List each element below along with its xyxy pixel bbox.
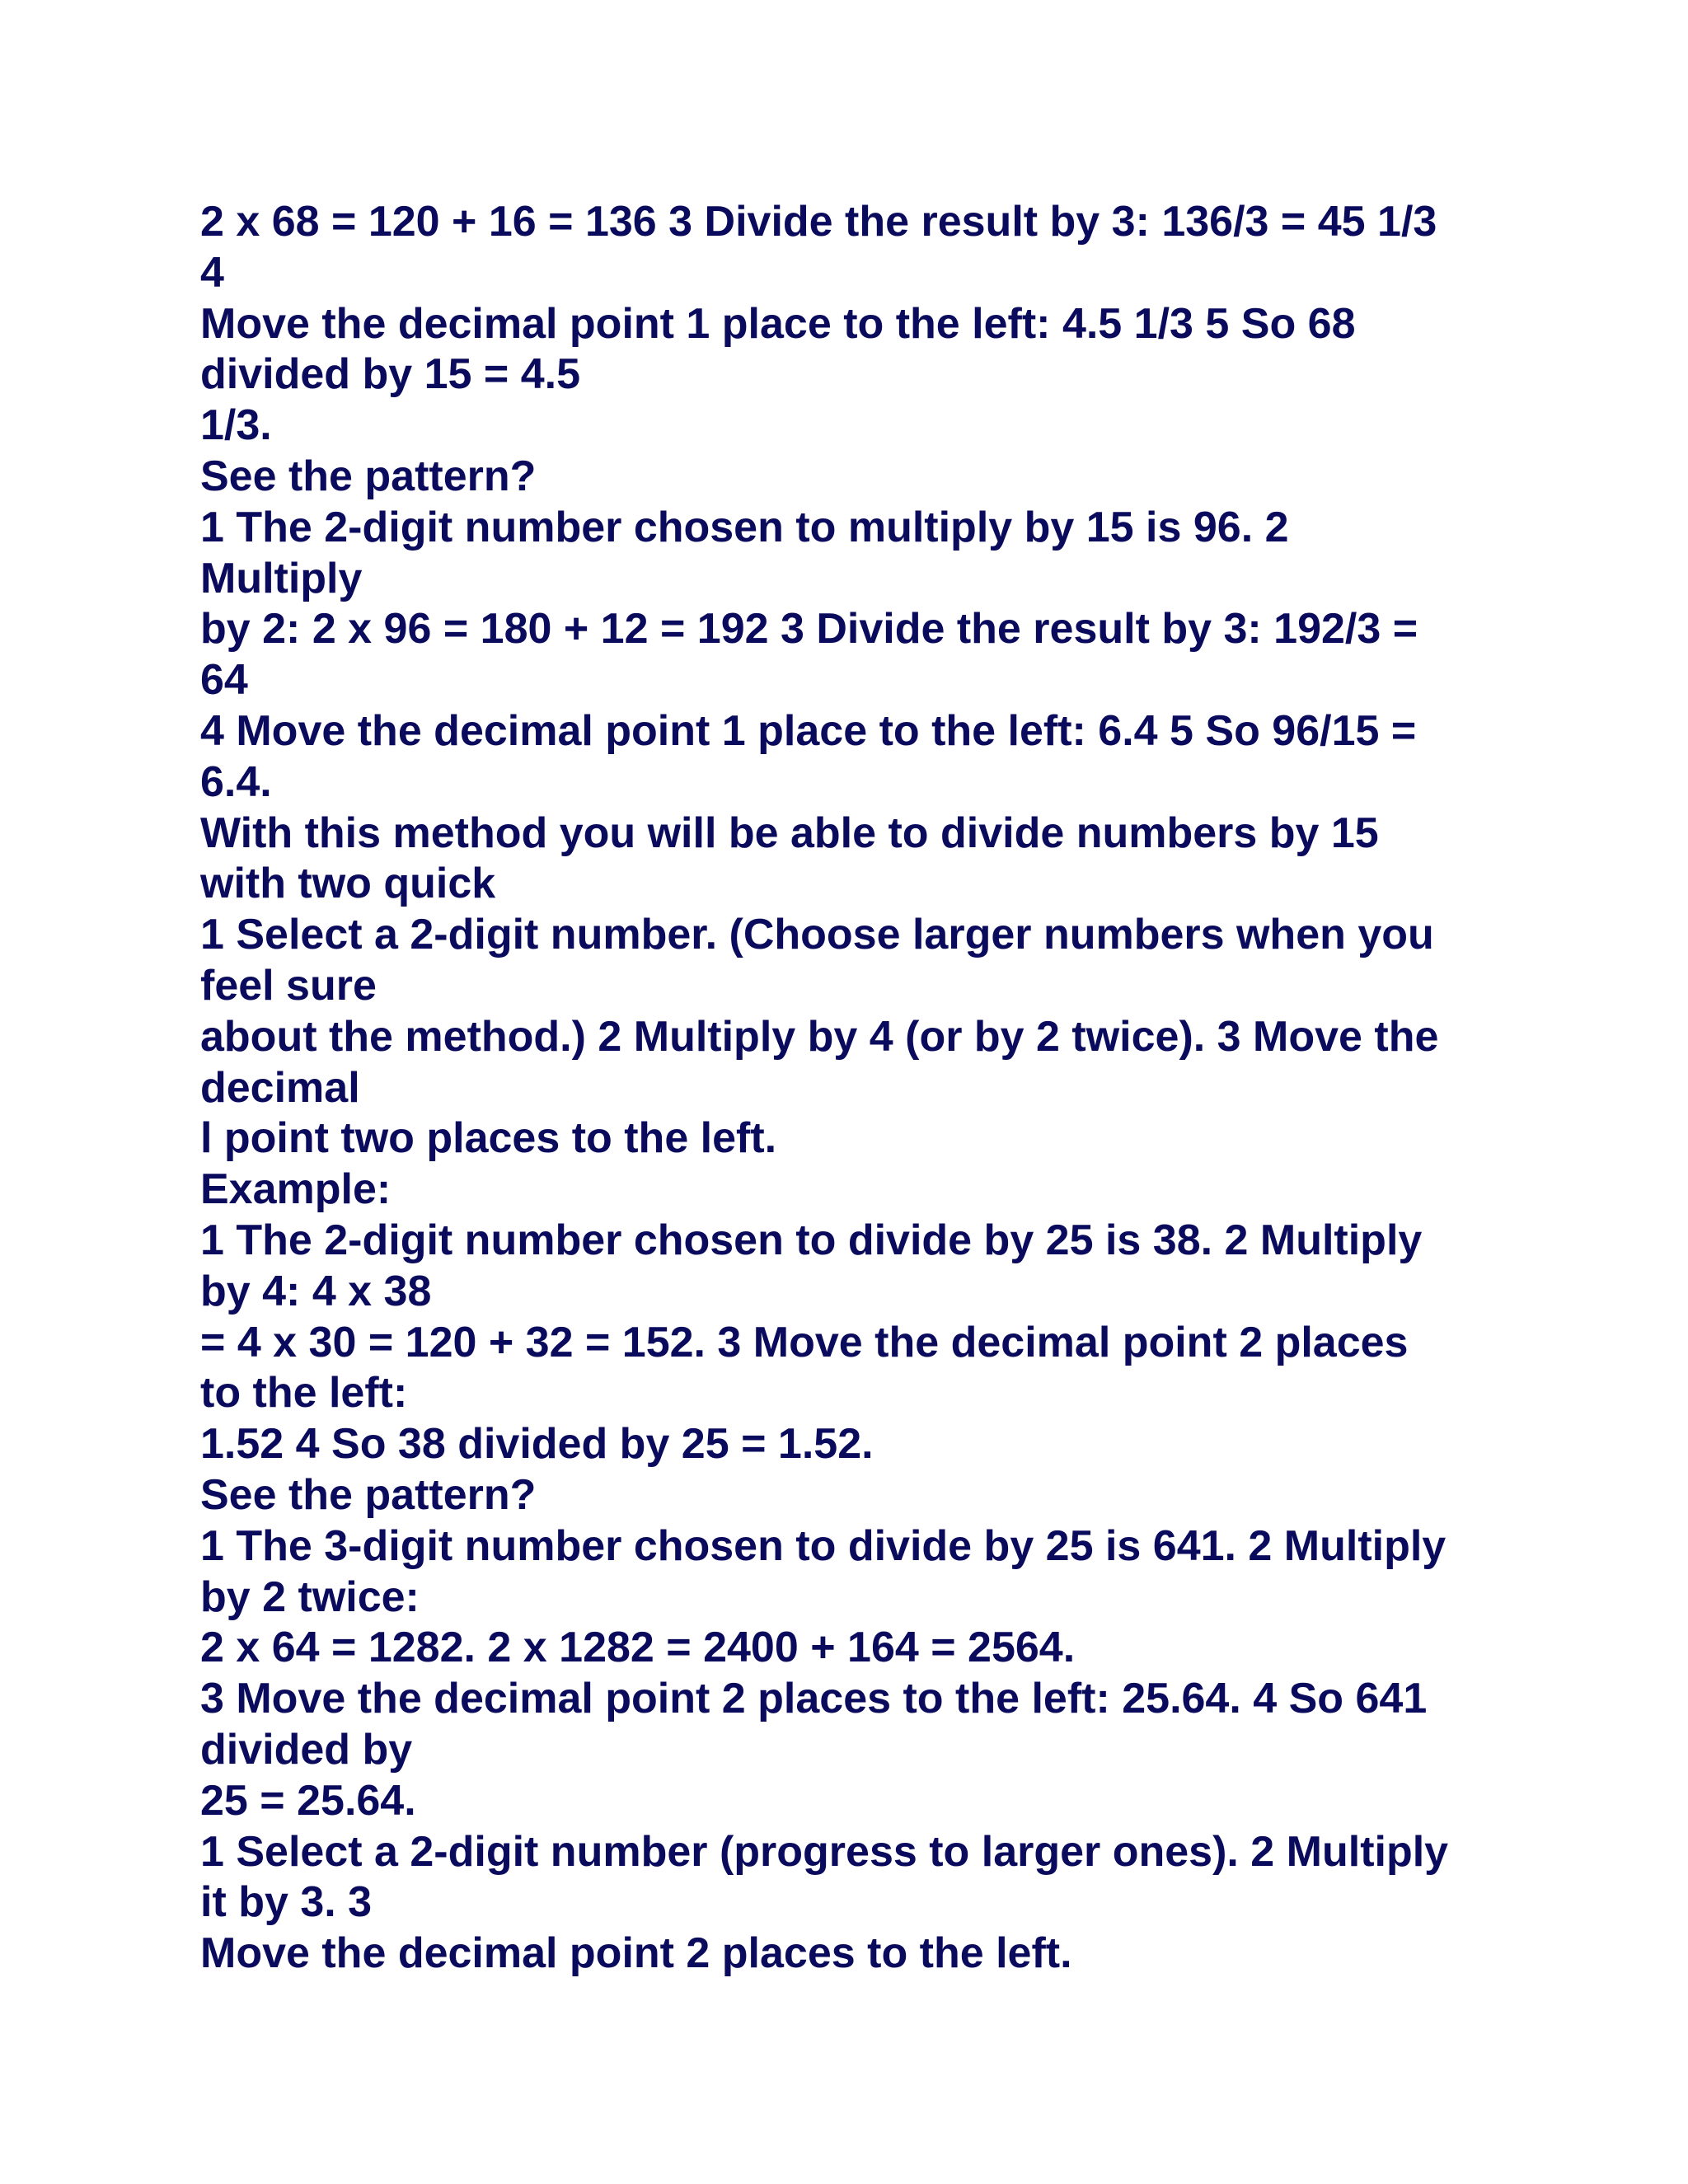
text-line: Move the decimal point 2 places to the left.	[200, 1929, 1072, 1978]
body-text	[200, 197, 1503, 1980]
text-line: 1 Select a 2-digit number. (Choose larger numbers when you	[200, 911, 1434, 959]
text-line: about the method.) 2 Multiply by 4 (or by 2 twice). 3 Move the	[200, 1012, 1439, 1061]
text-line: by 2: 2 x 96 = 180 + 12 = 192 3 Divide the result by 3: 192/3 =	[200, 605, 1418, 654]
text-line: 1 The 2-digit number chosen to multiply by 15 is 96. 2	[200, 503, 1289, 551]
text-line: 1 Select a 2-digit number (progress to larger ones). 2 Multiply	[200, 1827, 1449, 1876]
text-line: divided by 15 = 4.5	[200, 350, 580, 399]
text-line: 1/3.	[200, 401, 272, 450]
text-line: Move the decimal point 1 place to the left: 4.5 1/3 5 So 68	[200, 299, 1356, 348]
text-line: by 2 twice:	[200, 1572, 420, 1621]
text-line: 1.52 4 So 38 divided by 25 = 1.52.	[200, 1420, 874, 1469]
text-line: 1 The 2-digit number chosen to divide by 25 is 38. 2 Multiply	[200, 1216, 1423, 1264]
text-line: 6.4.	[200, 757, 272, 806]
text-line: Multiply	[200, 554, 363, 602]
text-line: feel sure	[200, 961, 377, 1010]
text-line: 64	[200, 656, 248, 705]
text-line: With this method you will be able to divide numbers by 15	[200, 808, 1379, 857]
text-line: it by 3. 3	[200, 1878, 373, 1927]
text-line: by 4: 4 x 38	[200, 1267, 432, 1315]
text-line: to the left:	[200, 1369, 408, 1418]
text-line: decimal	[200, 1063, 360, 1112]
text-line: 3 Move the decimal point 2 places to the left: 25.64. 4 So 641	[200, 1675, 1428, 1723]
text-line: 4 Move the decimal point 1 place to the left: 6.4 5 So 96/15 =	[200, 706, 1417, 755]
text-line: Example:	[200, 1165, 392, 1214]
text-line: See the pattern?	[200, 1470, 537, 1519]
text-line: l point two places to the left.	[200, 1114, 777, 1163]
text-line: 1 The 3-digit number chosen to divide by 25 is 641. 2 Multiply	[200, 1521, 1447, 1570]
text-line: 2 x 64 = 1282. 2 x 1282 = 2400 + 164 = 2564.	[200, 1624, 1076, 1672]
text-line: 2 x 68 = 120 + 16 = 136 3 Divide the result by 3: 136/3 = 45 1/3	[200, 198, 1437, 246]
text-line: 25 = 25.64.	[200, 1776, 416, 1825]
text-line: = 4 x 30 = 120 + 32 = 152. 3 Move the decimal point 2 places	[200, 1318, 1409, 1366]
text-line: divided by	[200, 1725, 413, 1774]
text-line: with two quick	[200, 860, 496, 908]
text-line: 4	[200, 248, 224, 297]
text-line: See the pattern?	[200, 452, 537, 500]
